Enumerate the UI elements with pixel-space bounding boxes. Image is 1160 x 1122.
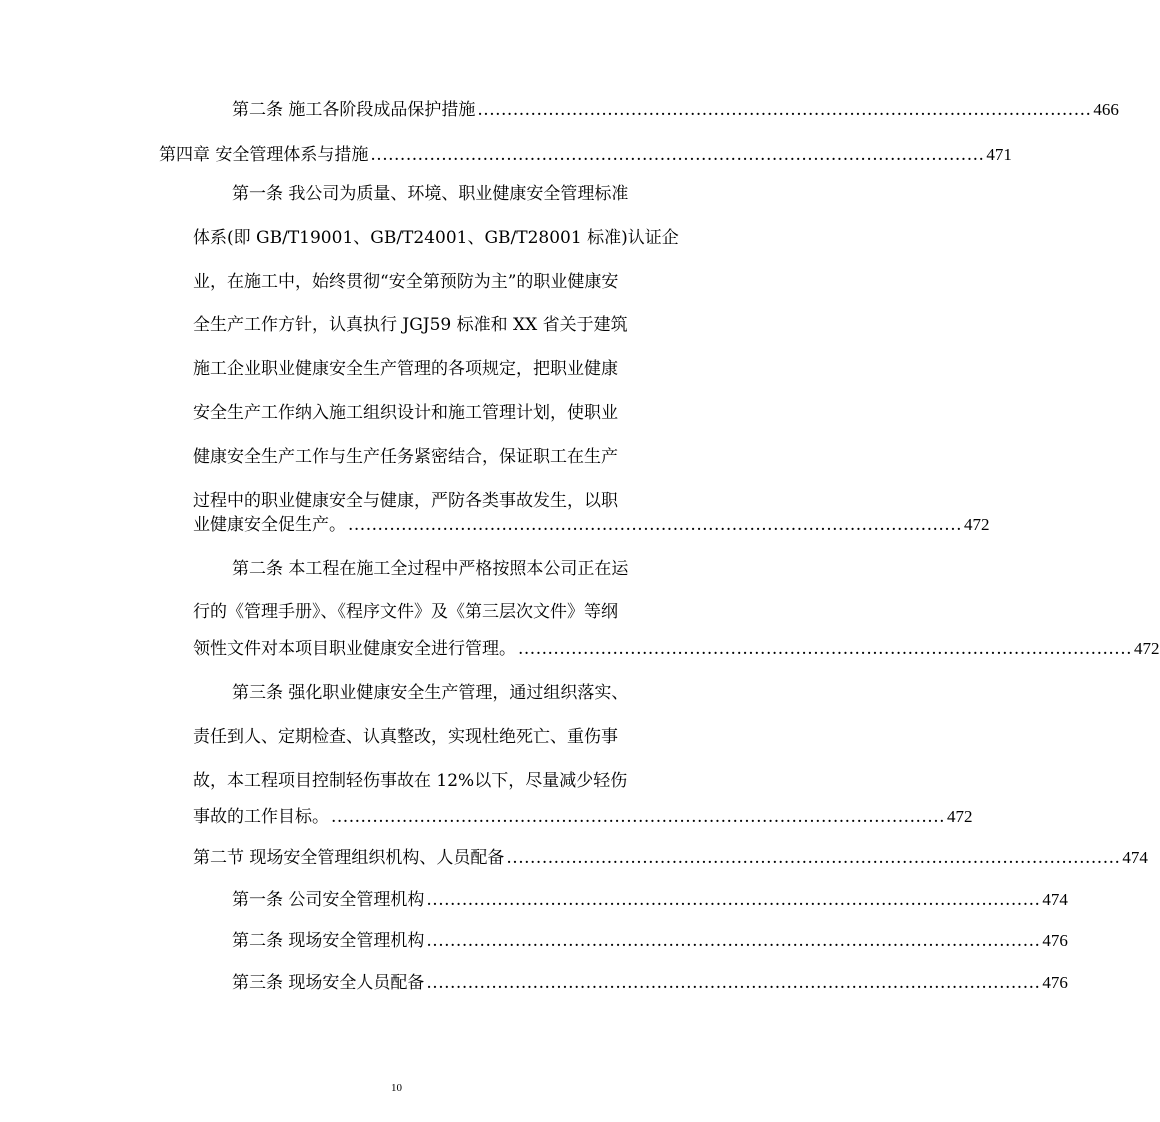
leader-dots: ........................................................................................................ bbox=[426, 973, 1041, 993]
toc-page: 472 bbox=[947, 807, 973, 826]
toc-label: 第二条 施工各阶段成品保护措施 bbox=[232, 100, 476, 120]
leader-dots: ........................................................................................................ bbox=[426, 890, 1041, 910]
text-line: 业，在施工中，始终贯彻“安全第预防为主”的职业健康安 bbox=[193, 272, 619, 292]
toc-page: 474 bbox=[1122, 848, 1148, 867]
page-number: 10 bbox=[391, 1082, 402, 1094]
toc-page: 474 bbox=[1042, 890, 1068, 909]
text-line: 第二条 本工程在施工全过程中严格按照本公司正在运 bbox=[232, 559, 629, 579]
toc-entry[interactable] bbox=[193, 638, 1160, 660]
toc-label: 第三条 现场安全人员配备 bbox=[232, 973, 425, 993]
toc-label: 第二节 现场安全管理组织机构、人员配备 bbox=[193, 848, 505, 868]
text-line: 健康安全生产工作与生产任务紧密结合，保证职工在生产 bbox=[193, 447, 618, 467]
text-line: 故，本工程项目控制轻伤事故在 12%以下，尽量减少轻伤 bbox=[193, 771, 628, 791]
toc-page: 472 bbox=[1134, 639, 1160, 658]
toc-entry[interactable] bbox=[232, 972, 1068, 994]
leader-dots: ........................................................................................................ bbox=[518, 639, 1132, 659]
toc-entry[interactable] bbox=[193, 514, 990, 536]
text-line: 安全生产工作纳入施工组织设计和施工管理计划，使职业 bbox=[193, 403, 618, 423]
toc-page: 471 bbox=[986, 145, 1012, 164]
toc-page: 476 bbox=[1042, 973, 1068, 992]
toc-entry[interactable] bbox=[232, 889, 1068, 911]
toc-entry[interactable] bbox=[193, 806, 973, 828]
text-line: 第三条 强化职业健康安全生产管理，通过组织落实、 bbox=[232, 683, 629, 703]
leader-dots: ........................................................................................................ bbox=[426, 931, 1041, 951]
toc-label: 领性文件对本项目职业健康安全进行管理。 bbox=[193, 639, 516, 659]
text-line: 体系(即 GB/T19001、GB/T24001、GB/T28001 标准)认证企 bbox=[193, 228, 679, 248]
text-line: 行的《管理手册》、《程序文件》及《第三层次文件》等纲 bbox=[193, 602, 618, 622]
leader-dots: ........................................................................................................ bbox=[348, 515, 962, 535]
text-line: 责任到人、定期检查、认真整改，实现杜绝死亡、重伤事 bbox=[193, 727, 618, 747]
text-line: 施工企业职业健康安全生产管理的各项规定，把职业健康 bbox=[193, 359, 618, 379]
text-line: 第一条 我公司为质量、环境、职业健康安全管理标准 bbox=[232, 184, 629, 204]
toc-entry[interactable] bbox=[193, 847, 1148, 869]
leader-dots: ........................................................................................................ bbox=[331, 807, 945, 827]
leader-dots: ........................................................................................................ bbox=[477, 100, 1092, 120]
toc-page: 466 bbox=[1093, 100, 1119, 119]
toc-label: 业健康安全促生产。 bbox=[193, 515, 346, 535]
leader-dots: ........................................................................................................ bbox=[506, 848, 1121, 868]
toc-page: 472 bbox=[964, 515, 990, 534]
toc-label: 第四章 安全管理体系与措施 bbox=[159, 145, 369, 165]
toc-label: 第二条 现场安全管理机构 bbox=[232, 931, 425, 951]
text-line: 过程中的职业健康安全与健康，严防各类事故发生，以职 bbox=[193, 491, 618, 511]
toc-entry[interactable] bbox=[232, 99, 1119, 121]
toc-label: 第一条 公司安全管理机构 bbox=[232, 890, 425, 910]
toc-label: 事故的工作目标。 bbox=[193, 807, 329, 827]
toc-entry[interactable] bbox=[159, 144, 1012, 166]
toc-page: 476 bbox=[1042, 931, 1068, 950]
text-line: 全生产工作方针，认真执行 JGJ59 标准和 XX 省关于建筑 bbox=[193, 315, 628, 335]
toc-entry[interactable] bbox=[232, 930, 1068, 952]
leader-dots: ........................................................................................................ bbox=[370, 145, 985, 165]
